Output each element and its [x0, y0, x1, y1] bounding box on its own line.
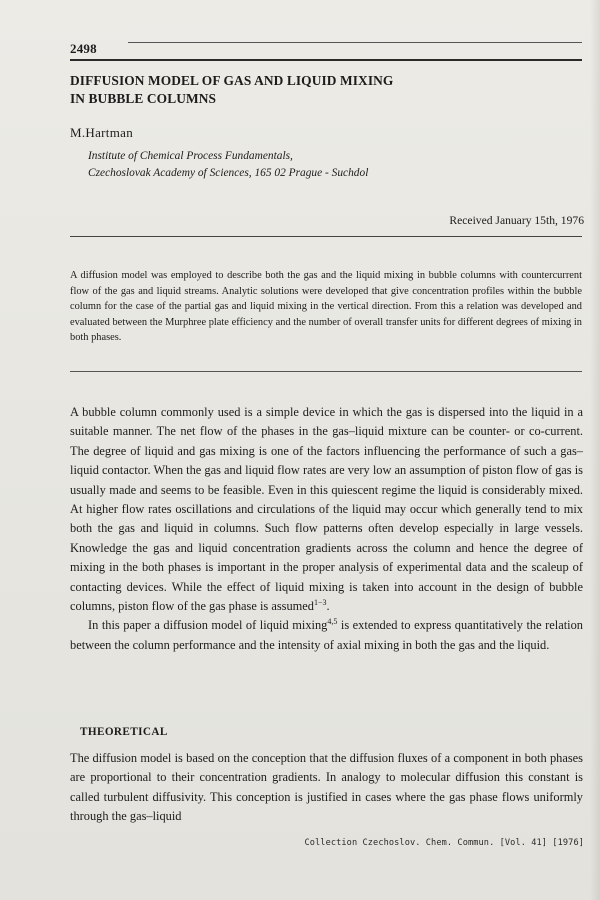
introduction: [70, 403, 583, 655]
reference-marker: 1−3: [314, 597, 327, 607]
abstract-top-rule: [70, 236, 582, 237]
article-title: [70, 72, 570, 108]
page-number: 2498: [70, 41, 97, 56]
intro-paragraph-1-end: .: [326, 599, 330, 614]
title-line-2: IN BUBBLE COLUMNS: [70, 91, 217, 106]
intro-paragraph-1-text: A bubble column commonly used is a simple device in which the gas is dispersed into the liquid in a suitable manner. The net flow of the phases in the gas–liquid mixture can be counter- or co-current. The degree of liquid and gas mixing is one of the factors influencing the performance of such a gas–liquid contactor. When the gas and liquid flow rates are very low an assumption of piston flow of gas is usually made and seems to be feasible. Even in this quiescent regime the liquid is considerably mixed. At higher flow rates oscillations and circulations of the liquid may occur which generally tend to mix both the gas and liquid in columns. Such flow patterns often develop especially in large vessels. Knowledge the gas and liquid concentration gradients across the column and hence the degree of mixing in the both phases is important in the proper analysis of experimental data and the scaleup of contacting devices. While the effect of liquid mixing is taken into account in the design of bubble columns, piston flow of the gas phase is assumed: [70, 405, 583, 614]
intro-paragraph-1: [70, 403, 583, 616]
theoretical-paragraph: The diffusion model is based on the conception that the diffusion fluxes of a component in both phases are proportional to their concentration gradients. In analogy to molecular diffusion this constant is called turbulent diffusivity. This conception is justified in cases where the gas phase flows uniformly through the gas–liquid: [70, 751, 583, 824]
section-heading-theoretical: THEORETICAL: [80, 726, 168, 738]
reference-marker: 4,5: [327, 617, 338, 627]
header-thin-rule: [128, 42, 582, 43]
affiliation-line-2: Czechoslovak Academy of Sciences, 165 02 Prague - Suchdol: [88, 167, 369, 179]
affiliation-line-1: Institute of Chemical Process Fundamentals,: [88, 150, 293, 162]
page-edge-shadow: [590, 0, 600, 900]
intro-paragraph-2-rest: is extended to express quantitatively the relation between the column performance and the intensity of axial mixing in both the gas and the liquid.: [70, 618, 583, 652]
intro-paragraph-2: [70, 616, 583, 655]
received-date: Received January 15th, 1976: [449, 214, 584, 227]
abstract-bottom-rule: [70, 371, 582, 372]
author-name: M.Hartman: [70, 125, 133, 140]
author-affiliation: [88, 148, 368, 182]
journal-footer: Collection Czechoslov. Chem. Commun. [Vol. 41] [1976]: [304, 838, 584, 848]
abstract: A diffusion model was employed to describe both the gas and the liquid mixing in bubble columns with countercurrent flow of the gas and liquid streams. Analytic solutions were developed that give concentration profiles within the bubble column for the case of the partial gas and liquid mixing in the vertical direction. From this a relation was developed and evaluated between the Murphree plate efficiency and the number of overall transfer units for different degrees of mixing in both phases.: [70, 270, 582, 344]
title-line-1: DIFFUSION MODEL OF GAS AND LIQUID MIXING: [70, 73, 394, 88]
header-rule: [70, 59, 582, 61]
intro-paragraph-2-start: In this paper a diffusion model of liquid mixing: [88, 618, 328, 633]
